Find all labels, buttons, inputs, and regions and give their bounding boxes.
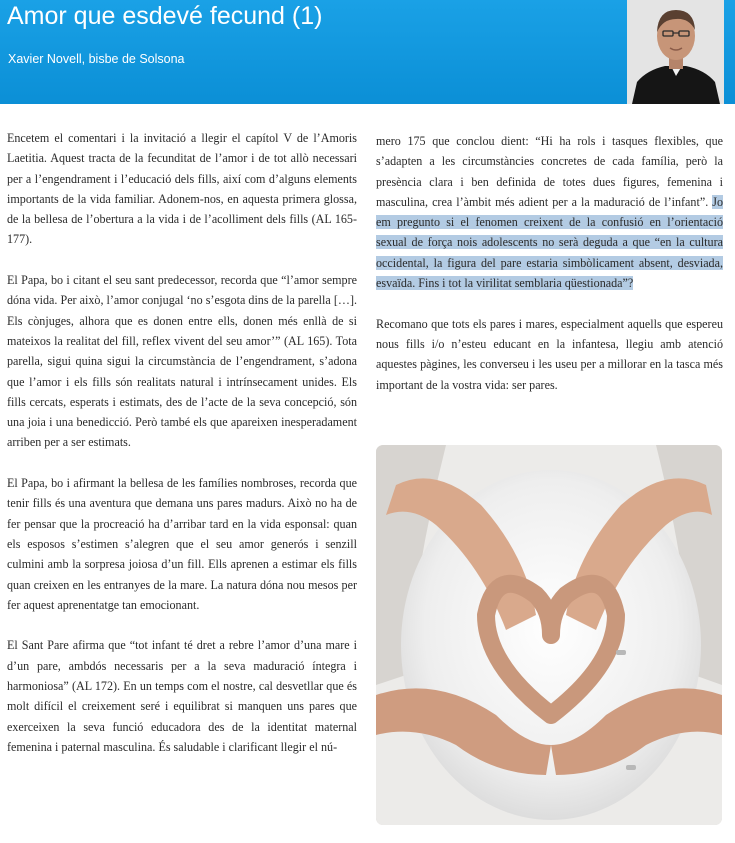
article-title: Amor que esdevé fecund (1) bbox=[7, 2, 323, 30]
header-banner bbox=[0, 0, 735, 104]
paragraph bbox=[376, 131, 723, 293]
bishop-portrait-icon bbox=[627, 0, 724, 104]
author-byline: Xavier Novell, bisbe de Solsona bbox=[8, 52, 185, 66]
paragraph: Encetem el comentari i la invitació a llegir el capítol V de l’Amoris Laetitia. Aquest tracta de la fecunditat de l’amor i de tot allò necessari per a l’engendrament i l’educació dels fills, així com d’alguns elements importants de la vida familiar. Adonem-nos, en aquesta primera glossa, de la bellesa de l’obertura a la vida i de l’acolliment dels fills (AL 165-177). bbox=[7, 131, 357, 247]
highlighted-text[interactable]: Jo em pregunto si el fenomen creixent de la confusió en l’orientació sexual de força nois adolescents no serà deguda a que “en la cultura occidental, la figura del pare estaria simbòlicament absent, desviada, esvaïda. Fins i tot la virilitat semblaria qüestionada”? bbox=[376, 194, 723, 291]
paragraph: El Papa, bo i citant el seu sant predecessor, recorda que “l’amor sempre dóna vida. Per això, l’amor conjugal ‘no s’esgota dins de la parella […]. Els cònjuges, alhora que es donen entre ells, donen més enllà de si mateixos la realitat del fill, reflex vivent del seu amor’” (AL 165). Tota parella, sigui quina sigui la circumstància de l’engendrament, s’adona que l’amor i els fills són realitats natural i intrínsecament unides. Els fills cercats, esperats i estimats, des de l’acte de la seva concepció, són una joia i una benedicció. Però també els que apareixen inesperadament arriben per a ser estimats. bbox=[7, 273, 357, 450]
author-portrait bbox=[627, 0, 724, 104]
pregnancy-photo bbox=[376, 445, 722, 825]
pregnant-belly-heart-hands-icon bbox=[376, 445, 722, 825]
paragraph: Recomano que tots els pares i mares, especialment aquells que espereu nous fills i/o n’esteu educant en la infantesa, llegiu amb atenció aquestes pàgines, les converseu i les useu per a millorar en la tasca més important de la vostra vida: ser pares. bbox=[376, 316, 723, 392]
right-column bbox=[376, 131, 723, 415]
left-column bbox=[7, 128, 357, 778]
paragraph: El Sant Pare afirma que “tot infant té dret a rebre l’amor d’una mare i d’un pare, ambdós necessaris per a la seva maduració íntegra i harmoniosa” (AL 172). En un temps com el nostre, cal desvetllar que és molt difícil el creixement seré i equilibrat si manquen uns pares que exerceixen la seva funció educadora des de la identitat maternal femenina i paternal masculina. És saludable i clarificant llegir el nú- bbox=[7, 638, 357, 754]
paragraph: El Papa, bo i afirmant la bellesa de les famílies nombroses, recorda que tenir fills és una aventura que demana uns pares madurs. Això no ha de fer pensar que la procreació ha d’arribar tard en la vida esponsal: quan els esposos s’estimen s’alegren que el seu amor generós i senzill culmini amb la sorpresa joiosa d’un fill. Ells aprenen a estimar els fills quan creixen en les entranyes de la mare. La natura dóna nou mesos per fer aquest aprenentatge tan emocionant. bbox=[7, 476, 357, 612]
paragraph-text: mero 175 que conclou dient: “Hi ha rols i tasques flexibles, que s’adapten a les circumstàncies concretes de cada família, però la presència clara i ben definida de totes dues figures, femenina i masculina, crea l’àmbit més adient per a la maduració de l’infant”. bbox=[376, 134, 723, 209]
